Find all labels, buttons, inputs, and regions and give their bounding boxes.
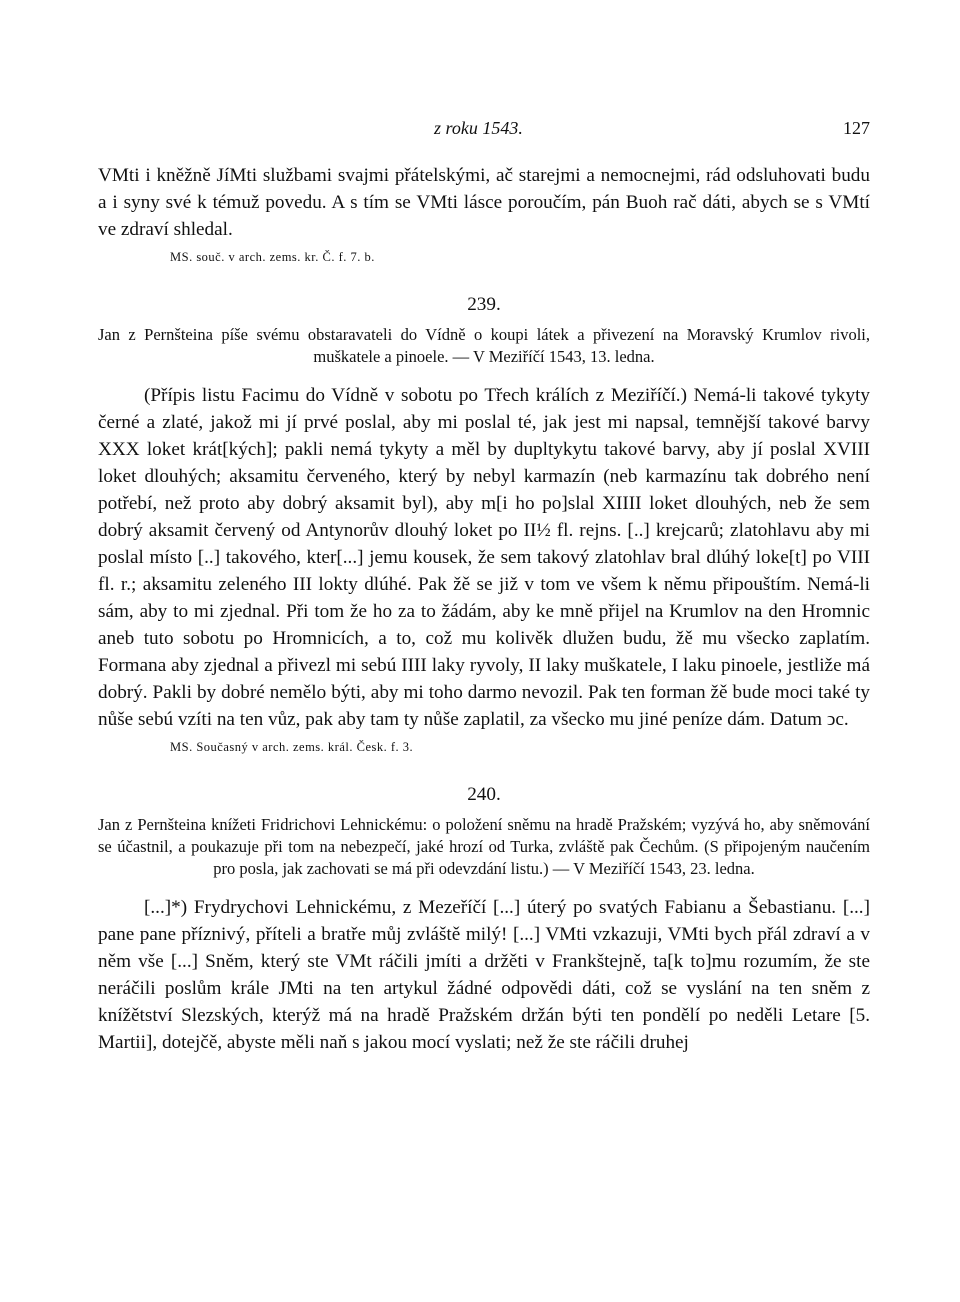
running-header: [98, 112, 870, 142]
regest-240: Jan z Pernšteina knížeti Fridrichovi Lehnickému: o položení sněmu na hradě Pražském; vyzývá ho, aby sněmování se účastnil, a poukazuje při tom na nebezpečí, jaké hrozí od Turka, zvláště pak Čechům. (S připojeným naučením pro posla, jak zachovati se má při odevzdání listu.) — V Meziříčí 1543, 23. ledna.: [98, 815, 870, 878]
document-number-239: 239.: [467, 294, 501, 315]
letter-text-240: [...]*) Frydrychovi Lehnickému, z Mezeříčí [...] úterý po svatých Fabianu a Šebastianu. [...] pane pane příznivý, příteli a bratře můj zvláště milý! [...] VMti vzkazuji, VMti bych přál zdraví a v něm vše [...] Sněm, který ste VMt ráčili jmíti a držěti v Frankštejně, ta[k to]mu rozumím, že ste neráčili poslům krále JMti na ten artykul žádné odpovědi dáti, což se vyslání na ten sněm z knížětství Slezských, kterýž má na hradě Pražském držán býti ten pondělí po neděli Letare [5. Martii], dotejčě, abyste měli naň s jakou mocí vyslati; než že ste ráčili druhej: [98, 897, 870, 1053]
document-number-240: 240.: [467, 784, 501, 805]
continuation-source-note: MS. souč. v arch. zems. kr. Č. f. 7. b.: [170, 250, 375, 264]
continuation-paragraph: VMti i kněžně JíMti službami svajmi přátelskými, ač starejmi a nemocnejmi, rád odsluhovati budu a i syny své k témuž povedu. A s tím se VMti lásce poroučím, pán Buoh rač dáti, abych se s VMtí ve zdraví shledal.: [98, 165, 870, 240]
document-page: [98, 112, 870, 1056]
source-note-239: MS. Současný v arch. zems. král. Česk. f. 3.: [170, 740, 414, 754]
page-number: 127: [843, 118, 870, 138]
running-title: z roku 1543.: [434, 118, 523, 138]
letter-text-239: (Přípis listu Facimu do Vídně v sobotu po Třech králích z Meziříčí.) Nemá-li takové tykyty černé a zlaté, jakož mi jí prvé poslal, aby mi poslal té, jak jest mi napsal, temnější takové barvy XXX loket krát[kých]; pakli nemá tykyty a měl by dupltykytu takové barvy, aby jí poslal XVIII loket dlouhých; aksamitu červeného, který by nebyl karmazín (neb karmazínu tak dobrého není potřebí, než proto aby dobrý aksamit byl), aby m[i ho po]slal XIIII loket dlouhých, neb že sem dobrý aksamit červený od Antynorův dlouhý loket po II½ fl. rejns. [..] krejcarů; zlatohlavu aby mi poslal místo [..] takového, kter[...] jemu kousek, že sem takový zlatohlav bral dlúhý loke[t] po VIII fl. r.; aksamitu zeleného III lokty dlúhé. Pak žě se již v tom ve všem k němu připouštím. Nemá-li sám, aby to mi zjednal. Při tom že ho za to žádám, aby ke mně přijel na Krumlov na den Hromnic aneb tuto sobotu po Hromnicích, a to, což mu kolivěk dlužen budu, žě mu všecko zaplatím. Formana aby zjednal a přivezl mi sebú IIII laky ryvoly, II laky muškatele, I laku pinoele, jestliže má dobrý. Pakli by dobré nemělo býti, aby mi toho darmo nevozil. Pak ten forman žě bude moci také ty nůše sebú vzíti na ten vůz, pak aby tam ty nůše zaplatil, za všecko mu jiné peníze dám. Datum ͻc.: [98, 385, 870, 730]
regest-239: Jan z Pernšteina píše svému obstaravateli do Vídně o koupi látek a přivezení na Moravský Krumlov rivoli, muškatele a pinoele. — V Meziříčí 1543, 13. ledna.: [98, 325, 870, 366]
